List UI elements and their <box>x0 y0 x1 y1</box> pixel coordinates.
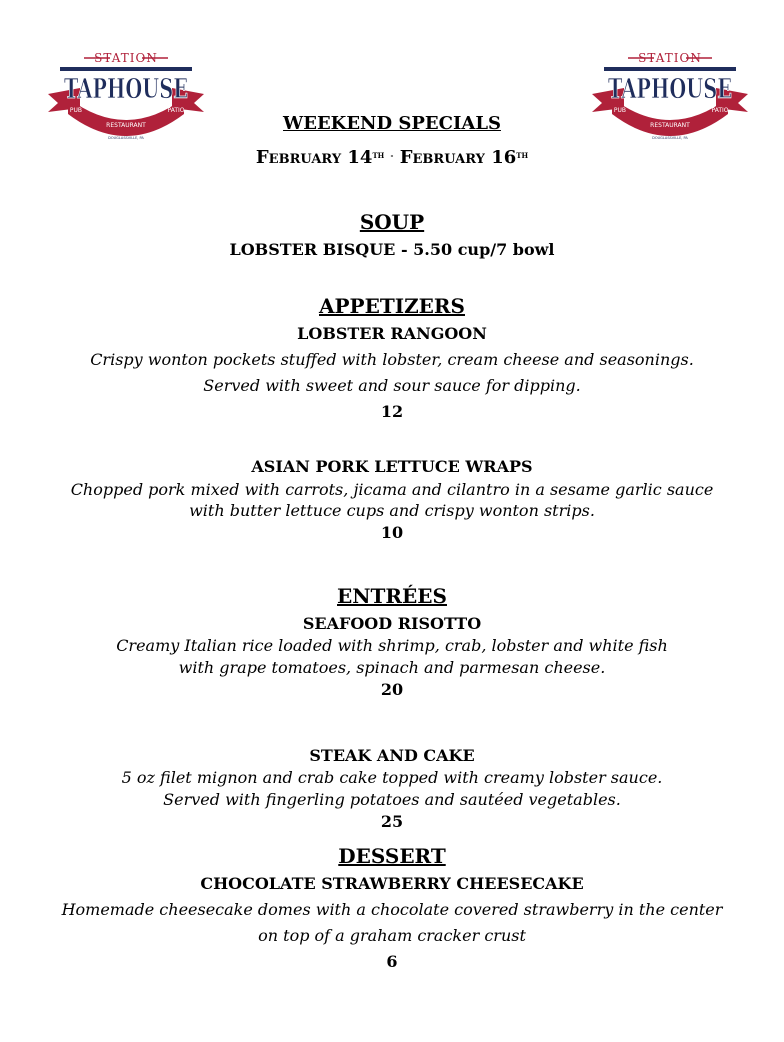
svg-text:STATION: STATION <box>638 51 702 65</box>
menu-item-description: Chopped pork mixed with carrots, jicama and cilantro in a sesame garlic sauce <box>70 480 714 499</box>
menu-item-price: 10 <box>380 523 404 542</box>
svg-text:TAPHOUSE: TAPHOUSE <box>608 74 732 105</box>
soup-heading: SOUP <box>359 210 425 234</box>
menu-item-price: 20 <box>380 680 404 699</box>
svg-text:TAPHOUSE: TAPHOUSE <box>64 74 188 105</box>
svg-text:STATION: STATION <box>94 51 158 65</box>
svg-text:PATIO: PATIO <box>711 107 729 114</box>
menu-item-description: Homemade cheesecake domes with a chocolate covered strawberry in the center <box>61 900 723 919</box>
menu-item-description: Served with fingerling potatoes and sautéed vegetables. <box>163 790 621 809</box>
menu-item-description: Served with sweet and sour sauce for dipping. <box>203 376 581 395</box>
svg-text:RESTAURANT: RESTAURANT <box>106 122 146 129</box>
menu-item-price: 12 <box>380 402 404 421</box>
svg-text:PATIO: PATIO <box>167 107 185 114</box>
menu-item-name: SEAFOOD RISOTTO <box>302 614 482 633</box>
date-range <box>0 147 784 168</box>
date-separator: - <box>390 151 394 160</box>
menu-item-name: ASIAN PORK LETTUCE WRAPS <box>251 457 533 476</box>
menu-item-name: LOBSTER RANGOON <box>297 324 487 343</box>
end-day-suffix: TH <box>516 151 529 160</box>
menu-item-name: STEAK AND CAKE <box>309 746 475 765</box>
start-day-suffix: TH <box>372 151 385 160</box>
svg-text:DOUGLASSVILLE, PA: DOUGLASSVILLE, PA <box>652 136 688 140</box>
menu-item-description: with butter lettuce cups and crispy wonton strips. <box>189 501 595 520</box>
appetizers-heading: APPETIZERS <box>319 294 465 318</box>
page-title: WEEKEND SPECIALS <box>283 113 501 134</box>
menu-item-price: 6 <box>386 952 398 971</box>
menu-item-description: with grape tomatoes, spinach and parmesan cheese. <box>178 658 606 677</box>
menu-item-description: Crispy wonton pockets stuffed with lobster, cream cheese and seasonings. <box>90 350 694 369</box>
menu-item-description: 5 oz filet mignon and crab cake topped with creamy lobster sauce. <box>121 768 663 787</box>
menu-item-description: on top of a graham cracker crust <box>258 926 526 945</box>
soup-item: LOBSTER BISQUE - 5.50 cup/7 bowl <box>229 240 555 259</box>
end-day: 16 <box>491 147 517 168</box>
start-month: February <box>255 147 342 168</box>
svg-text:PUB: PUB <box>69 107 83 114</box>
svg-text:DOUGLASSVILLE, PA: DOUGLASSVILLE, PA <box>108 136 144 140</box>
start-day: 14 <box>347 147 373 168</box>
menu-item-name: CHOCOLATE STRAWBERRY CHEESECAKE <box>200 874 584 893</box>
menu-item-price: 25 <box>380 812 404 831</box>
dessert-heading: DESSERT <box>338 844 446 868</box>
end-month: February <box>399 147 485 168</box>
svg-text:PUB: PUB <box>613 107 627 114</box>
svg-text:RESTAURANT: RESTAURANT <box>650 122 690 129</box>
entrees-heading: ENTRÉES <box>337 584 447 608</box>
menu-item-description: Creamy Italian rice loaded with shrimp, crab, lobster and white fish <box>116 636 668 655</box>
